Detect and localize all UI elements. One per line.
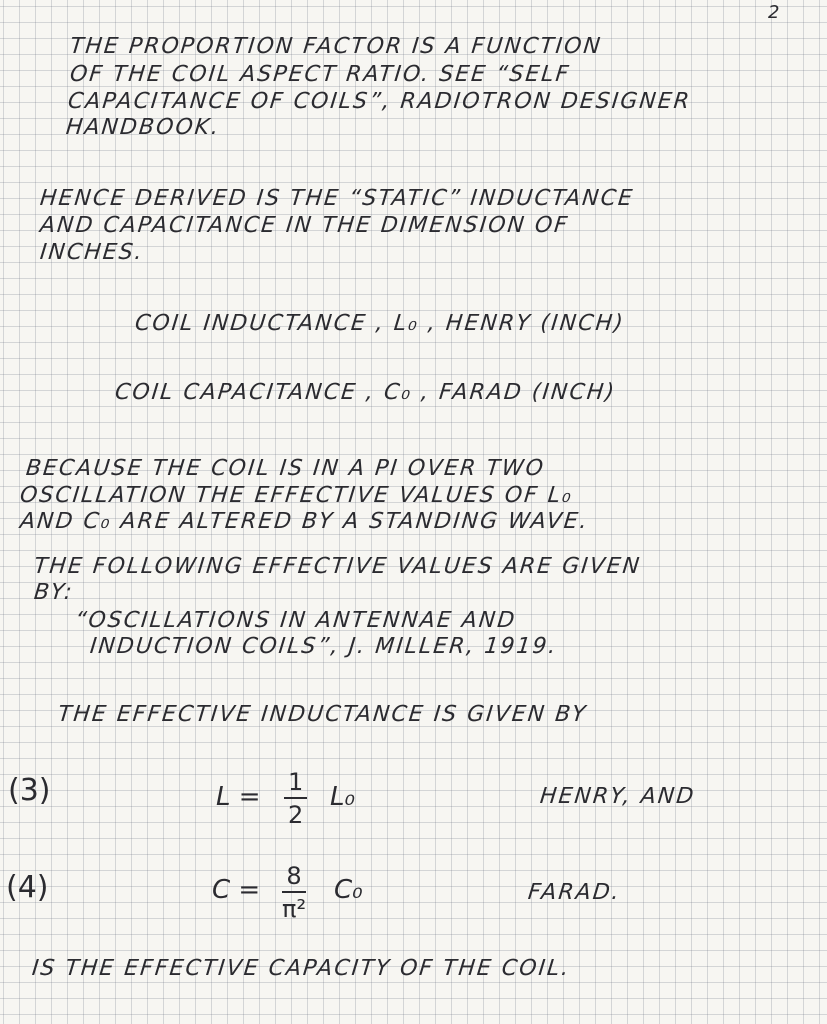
equation-4-unit: FARAD. [526,880,623,905]
text-line-4: HANDBOOK. [64,115,222,140]
equation-3-denominator: 2 [288,801,304,829]
equation-4-denominator: π² [282,895,307,923]
citation-author: INDUCTION COILS”, J. MILLER, 1919. [88,634,559,659]
citation-title: “OSCILLATIONS IN ANTENNAE AND [73,608,518,633]
text-line-6: AND CAPACITANCE IN THE DIMENSION OF [38,213,571,238]
equation-3-fraction [284,768,307,829]
text-line-18: IS THE EFFECTIVE CAPACITY OF THE COIL. [30,956,572,981]
equation-4-rhs: C₀ [334,875,363,905]
text-line-5: HENCE DERIVED IS THE “STATIC” INDUCTANCE [38,186,636,211]
coil-inductance-line: COIL INDUCTANCE , L₀ , HENRY (INCH) [133,311,626,336]
text-line-2: OF THE COIL ASPECT RATIO. SEE “SELF [68,62,572,87]
equation-3-number: (3) [8,773,51,808]
page-number: 2 [768,2,780,23]
text-line-11: OSCILLATION THE EFFECTIVE VALUES OF L₀ [18,483,575,508]
equation-3-unit: HENRY, AND [538,784,697,809]
equation-4-number: (4) [6,870,49,905]
text-line-1: THE PROPORTION FACTOR IS A FUNCTION [68,34,604,59]
equation-4-fraction [282,862,306,923]
text-line-10: BECAUSE THE COIL IS IN A PI OVER TWO [24,456,547,481]
equation-4-lhs: C = [212,875,261,905]
text-line-17: THE EFFECTIVE INDUCTANCE IS GIVEN BY [56,702,589,727]
coil-capacitance-line: COIL CAPACITANCE , C₀ , FARAD (INCH) [113,380,618,405]
text-line-14: BY: [32,580,75,605]
text-line-12: AND C₀ ARE ALTERED BY A STANDING WAVE. [18,509,590,534]
equation-3-rhs: L₀ [330,782,355,812]
text-line-13: THE FOLLOWING EFFECTIVE VALUES ARE GIVEN [32,554,643,579]
text-line-3: CAPACITANCE OF COILS”, RADIOTRON DESIGNER [66,89,693,114]
equation-3-numerator: 1 [284,768,307,799]
equation-4-numerator: 8 [282,862,306,893]
equation-3-lhs: L = [216,782,261,812]
text-line-7: INCHES. [38,240,146,265]
